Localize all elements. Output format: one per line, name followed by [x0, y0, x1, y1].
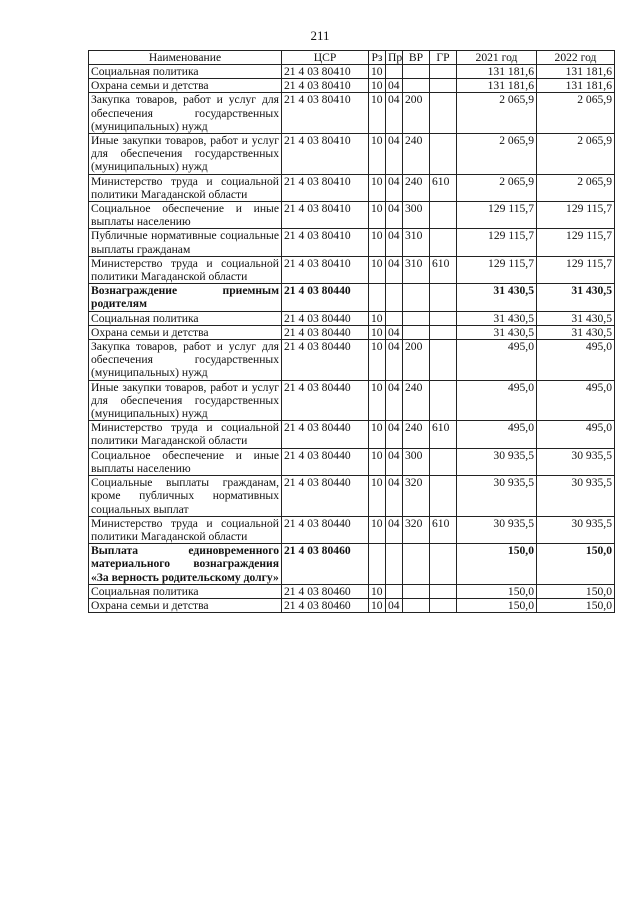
page-number: 211 [310, 28, 330, 43]
table-row [89, 256, 615, 283]
cell-pr [386, 284, 403, 311]
cell-2022: 495,0 [537, 421, 615, 448]
cell-gr [430, 311, 457, 325]
cell-2022: 129 115,7 [537, 229, 615, 256]
cell-2022: 2 065,9 [537, 134, 615, 175]
column-header-csr: ЦСР [282, 51, 369, 65]
column-header-2021: 2021 год [457, 51, 537, 65]
cell-pr: 04 [386, 93, 403, 134]
cell-pr: 04 [386, 134, 403, 175]
cell-2021: 495,0 [457, 380, 537, 421]
cell-2022: 129 115,7 [537, 202, 615, 229]
cell-csr: 21 4 03 80460 [282, 544, 369, 585]
cell-csr: 21 4 03 80410 [282, 65, 369, 79]
cell-csr: 21 4 03 80460 [282, 584, 369, 598]
cell-2022: 31 430,5 [537, 325, 615, 339]
cell-2021: 129 115,7 [457, 202, 537, 229]
cell-csr: 21 4 03 80440 [282, 325, 369, 339]
cell-csr: 21 4 03 80410 [282, 229, 369, 256]
table-row [89, 340, 615, 381]
cell-rz: 10 [369, 598, 386, 612]
cell-name: Вознаграждение приемным родителям [89, 284, 282, 311]
cell-2021: 2 065,9 [457, 134, 537, 175]
cell-rz: 10 [369, 256, 386, 283]
cell-pr: 04 [386, 448, 403, 475]
cell-rz: 10 [369, 174, 386, 201]
cell-2021: 30 935,5 [457, 448, 537, 475]
cell-pr [386, 65, 403, 79]
table-row [89, 421, 615, 448]
cell-2022: 129 115,7 [537, 256, 615, 283]
cell-vr [403, 65, 430, 79]
cell-2022: 495,0 [537, 340, 615, 381]
cell-name: Социальная политика [89, 65, 282, 79]
cell-vr [403, 598, 430, 612]
cell-vr: 320 [403, 476, 430, 517]
cell-name: Социальная политика [89, 584, 282, 598]
cell-gr [430, 325, 457, 339]
cell-2021: 131 181,6 [457, 79, 537, 93]
table-row [89, 380, 615, 421]
cell-rz [369, 544, 386, 585]
cell-vr: 240 [403, 380, 430, 421]
cell-csr: 21 4 03 80440 [282, 340, 369, 381]
cell-gr [430, 93, 457, 134]
cell-rz: 10 [369, 584, 386, 598]
cell-2021: 2 065,9 [457, 174, 537, 201]
cell-rz: 10 [369, 134, 386, 175]
cell-gr [430, 476, 457, 517]
cell-rz: 10 [369, 229, 386, 256]
cell-rz: 10 [369, 516, 386, 543]
cell-2021: 495,0 [457, 340, 537, 381]
table-row [89, 134, 615, 175]
cell-csr: 21 4 03 80410 [282, 79, 369, 93]
cell-rz: 10 [369, 325, 386, 339]
cell-rz: 10 [369, 202, 386, 229]
cell-csr: 21 4 03 80440 [282, 516, 369, 543]
table-row [89, 476, 615, 517]
cell-2021: 31 430,5 [457, 284, 537, 311]
cell-name: Иные закупки товаров, работ и услуг для обеспечения государственных (муниципальных) нужд [89, 134, 282, 175]
cell-gr [430, 79, 457, 93]
table-row [89, 544, 615, 585]
cell-2022: 30 935,5 [537, 516, 615, 543]
cell-pr: 04 [386, 516, 403, 543]
cell-vr: 320 [403, 516, 430, 543]
cell-2021: 30 935,5 [457, 516, 537, 543]
cell-vr: 310 [403, 256, 430, 283]
cell-2022: 2 065,9 [537, 93, 615, 134]
cell-2021: 129 115,7 [457, 229, 537, 256]
cell-2021: 131 181,6 [457, 65, 537, 79]
cell-2021: 31 430,5 [457, 325, 537, 339]
table-row [89, 174, 615, 201]
table-row [89, 311, 615, 325]
cell-pr: 04 [386, 340, 403, 381]
cell-vr: 300 [403, 448, 430, 475]
cell-name: Охрана семьи и детства [89, 598, 282, 612]
table-row [89, 202, 615, 229]
table-row [89, 93, 615, 134]
table-row [89, 65, 615, 79]
cell-2022: 131 181,6 [537, 65, 615, 79]
cell-2022: 131 181,6 [537, 79, 615, 93]
cell-gr [430, 202, 457, 229]
column-header-2022: 2022 год [537, 51, 615, 65]
cell-csr: 21 4 03 80410 [282, 174, 369, 201]
cell-pr: 04 [386, 380, 403, 421]
cell-csr: 21 4 03 80410 [282, 256, 369, 283]
cell-name: Закупка товаров, работ и услуг для обеспечения государственных (муниципальных) нужд [89, 93, 282, 134]
cell-rz: 10 [369, 340, 386, 381]
cell-name: Охрана семьи и детства [89, 79, 282, 93]
cell-2021: 150,0 [457, 544, 537, 585]
cell-gr: 610 [430, 256, 457, 283]
cell-name: Закупка товаров, работ и услуг для обеспечения государственных (муниципальных) нужд [89, 340, 282, 381]
column-header-name: Наименование [89, 51, 282, 65]
cell-pr: 04 [386, 476, 403, 517]
table-row [89, 284, 615, 311]
cell-gr [430, 380, 457, 421]
cell-vr [403, 311, 430, 325]
cell-gr [430, 544, 457, 585]
cell-rz: 10 [369, 421, 386, 448]
cell-rz: 10 [369, 93, 386, 134]
cell-rz [369, 284, 386, 311]
cell-2022: 150,0 [537, 544, 615, 585]
cell-pr [386, 544, 403, 585]
cell-vr: 240 [403, 174, 430, 201]
cell-name: Министерство труда и социальной политики Магаданской области [89, 421, 282, 448]
table-row [89, 598, 615, 612]
cell-2022: 150,0 [537, 584, 615, 598]
cell-vr: 240 [403, 134, 430, 175]
cell-vr [403, 284, 430, 311]
header-row [89, 51, 615, 65]
cell-vr [403, 325, 430, 339]
cell-csr: 21 4 03 80440 [282, 448, 369, 475]
cell-gr [430, 598, 457, 612]
table-row [89, 79, 615, 93]
cell-rz: 10 [369, 476, 386, 517]
column-header-gr: ГР [430, 51, 457, 65]
cell-pr: 04 [386, 202, 403, 229]
cell-name: Охрана семьи и детства [89, 325, 282, 339]
cell-2021: 150,0 [457, 598, 537, 612]
cell-2022: 30 935,5 [537, 476, 615, 517]
cell-2022: 495,0 [537, 380, 615, 421]
cell-name: Министерство труда и социальной политики Магаданской области [89, 174, 282, 201]
cell-vr [403, 544, 430, 585]
cell-2021: 30 935,5 [457, 476, 537, 517]
cell-csr: 21 4 03 80410 [282, 134, 369, 175]
cell-rz: 10 [369, 448, 386, 475]
cell-2022: 30 935,5 [537, 448, 615, 475]
cell-pr: 04 [386, 229, 403, 256]
cell-csr: 21 4 03 80460 [282, 598, 369, 612]
cell-pr: 04 [386, 79, 403, 93]
cell-vr: 300 [403, 202, 430, 229]
cell-pr: 04 [386, 256, 403, 283]
column-header-vr: ВР [403, 51, 430, 65]
cell-name: Социальные выплаты гражданам, кроме публичных нормативных социальных выплат [89, 476, 282, 517]
cell-name: Социальное обеспечение и иные выплаты населению [89, 202, 282, 229]
table-row [89, 584, 615, 598]
cell-name: Социальное обеспечение и иные выплаты населению [89, 448, 282, 475]
cell-name: Министерство труда и социальной политики Магаданской области [89, 516, 282, 543]
cell-pr: 04 [386, 174, 403, 201]
cell-name: Социальная политика [89, 311, 282, 325]
cell-gr [430, 229, 457, 256]
cell-csr: 21 4 03 80440 [282, 311, 369, 325]
cell-vr: 200 [403, 340, 430, 381]
cell-2022: 31 430,5 [537, 311, 615, 325]
table-row [89, 229, 615, 256]
table-row [89, 325, 615, 339]
cell-gr [430, 448, 457, 475]
cell-csr: 21 4 03 80440 [282, 380, 369, 421]
column-header-rz: Рз [369, 51, 386, 65]
cell-name: Министерство труда и социальной политики Магаданской области [89, 256, 282, 283]
table-row [89, 448, 615, 475]
cell-gr [430, 340, 457, 381]
cell-rz: 10 [369, 380, 386, 421]
cell-2021: 129 115,7 [457, 256, 537, 283]
cell-gr: 610 [430, 174, 457, 201]
cell-gr: 610 [430, 421, 457, 448]
cell-2022: 150,0 [537, 598, 615, 612]
cell-2021: 495,0 [457, 421, 537, 448]
table-row [89, 516, 615, 543]
cell-pr [386, 311, 403, 325]
cell-csr: 21 4 03 80410 [282, 202, 369, 229]
cell-gr [430, 134, 457, 175]
column-header-pr: Пр [386, 51, 403, 65]
cell-2021: 2 065,9 [457, 93, 537, 134]
cell-gr [430, 584, 457, 598]
cell-name: Иные закупки товаров, работ и услуг для обеспечения государственных (муниципальных) нужд [89, 380, 282, 421]
cell-2021: 31 430,5 [457, 311, 537, 325]
cell-2022: 2 065,9 [537, 174, 615, 201]
cell-csr: 21 4 03 80440 [282, 421, 369, 448]
cell-vr [403, 584, 430, 598]
cell-gr [430, 284, 457, 311]
budget-table [88, 50, 615, 613]
cell-name: Публичные нормативные социальные выплаты гражданам [89, 229, 282, 256]
cell-csr: 21 4 03 80410 [282, 93, 369, 134]
cell-rz: 10 [369, 65, 386, 79]
cell-2021: 150,0 [457, 584, 537, 598]
cell-pr: 04 [386, 325, 403, 339]
cell-vr: 310 [403, 229, 430, 256]
cell-2022: 31 430,5 [537, 284, 615, 311]
cell-gr: 610 [430, 516, 457, 543]
cell-pr [386, 584, 403, 598]
cell-csr: 21 4 03 80440 [282, 476, 369, 517]
cell-csr: 21 4 03 80440 [282, 284, 369, 311]
cell-vr [403, 79, 430, 93]
cell-vr: 240 [403, 421, 430, 448]
cell-rz: 10 [369, 311, 386, 325]
cell-pr: 04 [386, 421, 403, 448]
cell-pr: 04 [386, 598, 403, 612]
cell-rz: 10 [369, 79, 386, 93]
cell-gr [430, 65, 457, 79]
cell-name: Выплата единовременного материального вознаграждения «За верность родительскому долгу» [89, 544, 282, 585]
cell-vr: 200 [403, 93, 430, 134]
